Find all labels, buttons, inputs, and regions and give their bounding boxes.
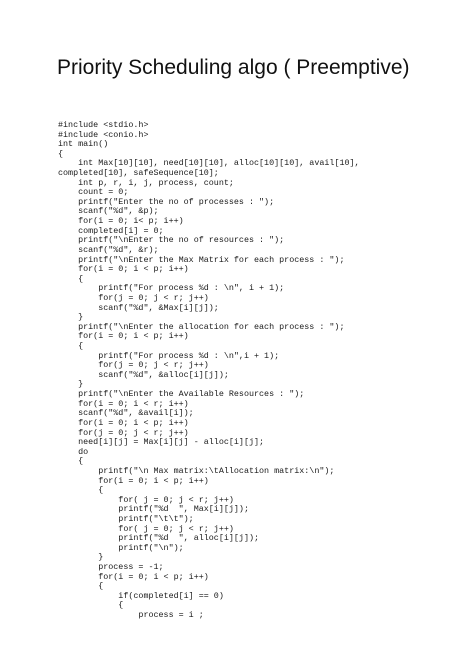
code-line: for(j = 0; j < r; j++)	[58, 292, 209, 303]
code-line: }	[58, 552, 104, 563]
code-line: printf("For process %d : \n", i + 1);	[58, 283, 285, 294]
code-line: printf("\n");	[58, 542, 184, 553]
code-line: for(i = 0; i < r; i++)	[58, 398, 189, 409]
code-line: {	[58, 148, 64, 159]
code-line: printf("\nEnter the allocation for each process : ");	[58, 321, 345, 332]
code-line: printf("\nEnter the Max Matrix for each process : ");	[58, 254, 345, 265]
code-line: int Max[10][10], need[10][10], alloc[10][10], avail[10],	[58, 158, 360, 169]
code-line: completed[10], safeSequence[10];	[58, 168, 219, 179]
code-line: for( j = 0; j < r; j++)	[58, 523, 234, 534]
document-title: Priority Scheduling algo ( Preemptive)	[57, 56, 410, 79]
code-line: for(i = 0; i < p; i++)	[58, 331, 189, 342]
code-line: for(i = 0; i< p; i++)	[58, 216, 184, 227]
code-line: do	[58, 446, 89, 457]
code-line: {	[58, 485, 104, 496]
code-line: if(completed[i] == 0)	[58, 590, 224, 601]
code-line: for(i = 0; i < p; i++)	[58, 571, 209, 582]
code-line: count = 0;	[58, 187, 129, 198]
code-line: for(i = 0; i < p; i++)	[58, 475, 209, 486]
code-line: for( j = 0; j < r; j++)	[58, 494, 234, 505]
code-line: }	[58, 379, 84, 390]
code-line: printf("\t\t");	[58, 513, 194, 524]
code-line: scanf("%d", &r);	[58, 244, 159, 255]
code-line: need[i][j] = Max[i][j] - alloc[i][j];	[58, 437, 265, 448]
code-line: scanf("%d", &avail[i]);	[58, 408, 194, 419]
code-line: completed[i] = 0;	[58, 225, 164, 236]
code-line: printf("\n Max matrix:\tAllocation matrix:\n");	[58, 465, 335, 476]
code-line: {	[58, 273, 84, 284]
code-line: int p, r, i, j, process, count;	[58, 177, 234, 188]
code-line: for(j = 0; j < r; j++)	[58, 427, 189, 438]
code-line: int main()	[58, 139, 109, 150]
code-line: {	[58, 341, 84, 352]
code-line: #include <stdio.h>	[58, 120, 149, 130]
code-line: for(i = 0; i < p; i++)	[58, 417, 189, 428]
code-line: {	[58, 600, 124, 611]
code-line: }	[58, 312, 84, 323]
code-line: printf("%d ", Max[i][j]);	[58, 504, 249, 515]
code-line: scanf("%d", &Max[i][j]);	[58, 302, 219, 313]
code-line: printf("For process %d : \n",i + 1);	[58, 350, 280, 361]
code-line: printf("Enter the no of processes : ");	[58, 196, 275, 207]
code-line: scanf("%d", &p);	[58, 206, 159, 217]
code-line: scanf("%d", &alloc[i][j]);	[58, 369, 229, 380]
code-line: process = -1;	[58, 562, 164, 573]
code-line: for(j = 0; j < r; j++)	[58, 360, 209, 371]
code-line: #include <conio.h>	[58, 129, 149, 140]
code-line: for(i = 0; i < p; i++)	[58, 264, 189, 275]
code-line: printf("\nEnter the no of resources : ");	[58, 235, 285, 246]
code-line: printf("\nEnter the Available Resources : ");	[58, 389, 305, 400]
code-line: {	[58, 581, 104, 592]
code-block	[58, 121, 458, 621]
code-line: process = i ;	[58, 610, 204, 621]
code-line: {	[58, 456, 84, 467]
code-line: printf("%d ", alloc[i][j]);	[58, 533, 260, 544]
